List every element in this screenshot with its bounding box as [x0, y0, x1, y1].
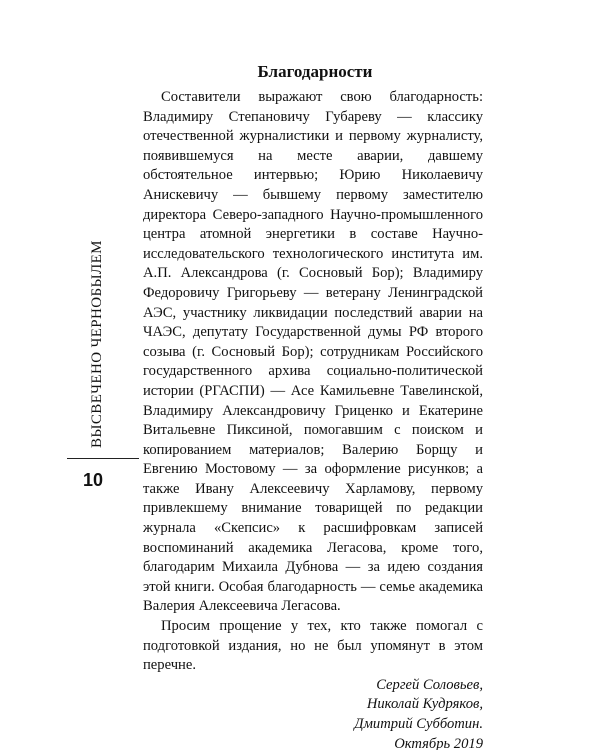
signature-author: Николай Кудряков, [366, 696, 483, 713]
apology-paragraph: Просим прощение у тех, кто также помогал с подготовкой издания, но не был упомянут в этом перечне. [143, 618, 483, 674]
signature-block [143, 676, 483, 750]
acknowledgements-body [143, 88, 483, 750]
signature-author: Дмитрий Субботин. [354, 716, 483, 732]
signature-author: Сергей Соловьев, [376, 676, 483, 693]
folio-rule [67, 458, 139, 459]
page-title: Благодарности [257, 62, 373, 81]
page-number: 10 [83, 470, 104, 490]
acknowledgements-paragraph: Составители выражают свою благодарность: Владимиру Степановичу Губареву — классику отечественной журналистики и первому журналисту, появившемуся на месте аварии, давшему обстоятельное интервью; Юрию Николаевичу Анискевичу — бывшему первому заместителю директора Северо-западного Научно-промышленного центра атомной энергетики в составе Научно-исследовательского технологического института им. А.П. Александрова (г. Сосновый Бор); Владимиру Федоровичу Григорьеву — ветерану Ленинградской АЭС, участнику ликвидации последствий аварии на ЧАЭС, депутату Государственной думы РФ второго созыва (г. Сосновый Бор); сотрудникам Российского государственного архива социально-политической истории (РГАСПИ) — Асе Камильевне Тавелинской, Владимиру Александровичу Гриценко и Екатерине Витальевне Пиксиной, помогавшим с поиском и копированием материалов; Валерию Борщу и Евгению Мостовому — за оформление рисунков; а также Ивану Алексеевичу Харламову, первому привлекшему внимание товарищей по редакции журнала «Скепсис» к расшифровкам записей воспоминаний академика Легасова, кроме того, благодарим Михаила Дубнова — за идею создания этой книги. Особая благодарность — семье академика Валерия Алексеевича Легасова. [143, 89, 483, 615]
signature-date: Октябрь 2019 [394, 735, 483, 750]
running-title: ВЫСВЕЧЕНО ЧЕРНОБЫЛЕМ [89, 240, 105, 448]
